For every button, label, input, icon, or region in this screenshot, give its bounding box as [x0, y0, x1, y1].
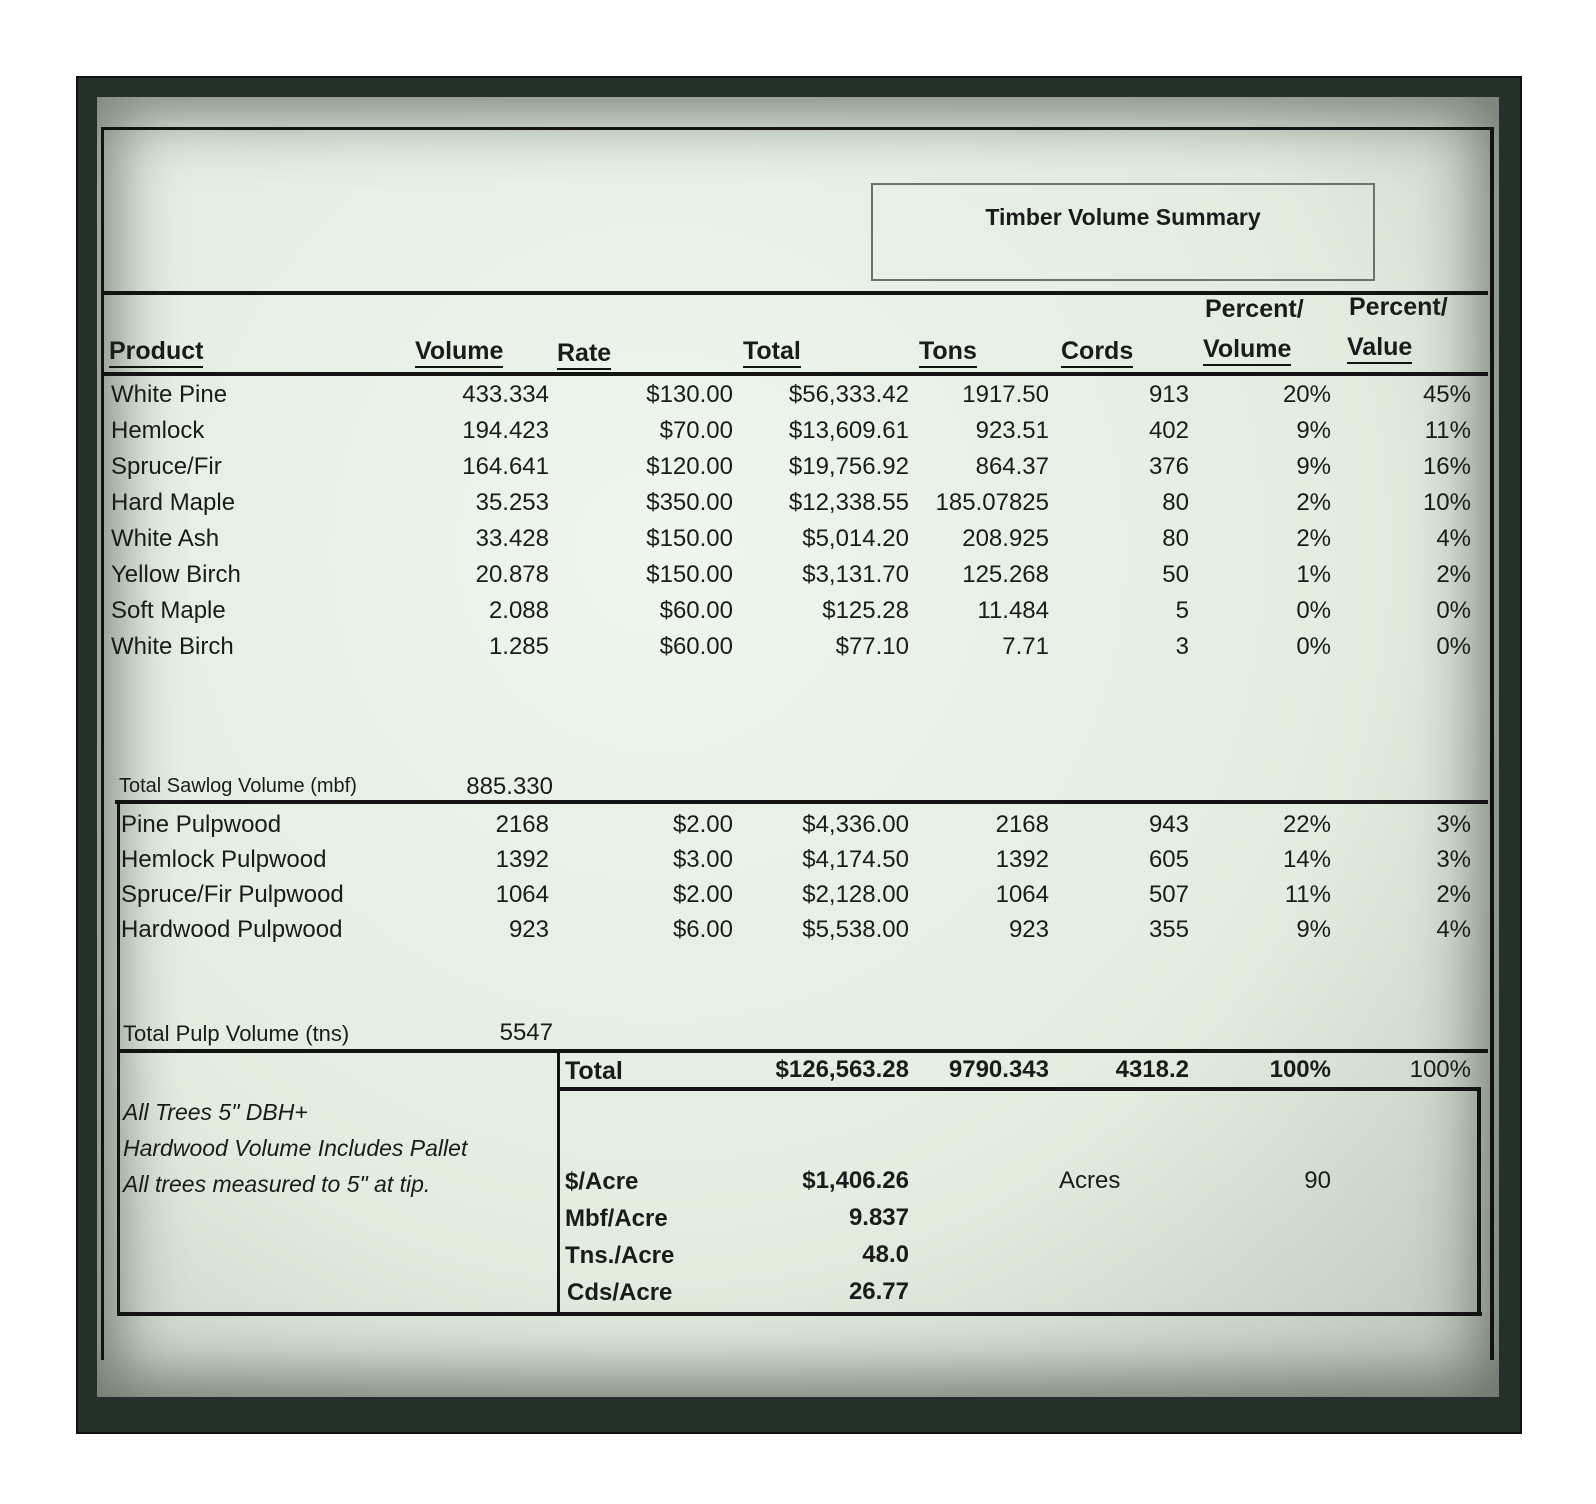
col-header-cords: Cords [1061, 337, 1133, 368]
photo-frame [76, 76, 1522, 1434]
cell-volume: 35.253 [475, 489, 549, 516]
cell-pct-volume: 9% [1296, 916, 1331, 943]
pulp-total-label: Total Pulp Volume (tns) [123, 1021, 350, 1046]
cell-cords: 80 [1162, 525, 1189, 552]
sawlog-total-value: 885.330 [466, 773, 553, 800]
cell-total: $13,609.61 [788, 417, 909, 444]
cell-cords: 355 [1148, 916, 1189, 943]
cell-rate: $350.00 [646, 489, 733, 516]
cell-total: $56,333.42 [788, 381, 909, 408]
cell-rate: $60.00 [659, 597, 733, 624]
cell-volume: 2.088 [488, 597, 549, 624]
cell-tons: 1064 [995, 881, 1049, 908]
pulp-total-value: 5547 [499, 1019, 553, 1046]
cell-rate: $6.00 [672, 916, 733, 943]
cell-pct-volume: 11% [1284, 881, 1331, 908]
cell-volume: 20.878 [475, 561, 549, 588]
cell-volume: 33.428 [475, 525, 549, 552]
cell-pct-value: 45% [1422, 381, 1471, 408]
cell-total: $19,756.92 [788, 453, 909, 480]
cell-product: White Ash [111, 525, 220, 552]
cell-rate: $2.00 [672, 881, 733, 908]
per-acre-value: 48.0 [862, 1241, 909, 1268]
cell-tons: 2168 [995, 811, 1049, 838]
lower-left-rule [117, 800, 120, 1314]
acres-label: Acres [1059, 1167, 1121, 1194]
cell-pct-volume: 9% [1296, 453, 1331, 480]
pulp-section-rule [117, 1049, 1488, 1053]
total-row-rule [559, 1087, 1480, 1091]
cell-product: Yellow Birch [111, 561, 241, 588]
printed-sheet [97, 97, 1499, 1397]
cell-cords: 376 [1148, 453, 1189, 480]
notes-divider [557, 1049, 560, 1314]
cell-product: Soft Maple [111, 597, 226, 624]
cell-total: $2,128.00 [802, 881, 909, 908]
col-header-tons: Tons [919, 337, 977, 368]
cell-pct-value: 3% [1436, 846, 1471, 873]
cell-product: White Birch [111, 633, 234, 660]
cell-cords: 605 [1148, 846, 1189, 873]
cell-pct-value: 16% [1422, 453, 1471, 480]
lower-right-rule [1477, 1087, 1481, 1314]
cell-tons: 7.71 [1002, 633, 1049, 660]
cell-product: Hemlock [111, 417, 205, 444]
cell-pct-value: 3% [1436, 811, 1471, 838]
cell-cords: 943 [1148, 811, 1189, 838]
cell-product: Hard Maple [111, 489, 236, 516]
cell-tons: 1392 [995, 846, 1049, 873]
cell-volume: 433.334 [462, 381, 549, 408]
cell-pct-value: 4% [1436, 916, 1471, 943]
grand-total-cords: 4318.2 [1115, 1056, 1189, 1083]
cell-pct-value: 11% [1424, 417, 1471, 444]
cell-cords: 50 [1162, 561, 1189, 588]
note-line: Hardwood Volume Includes Pallet [123, 1135, 468, 1161]
col-header-pct-value-line1: Percent/ [1349, 293, 1448, 321]
grand-total-tons: 9790.343 [948, 1056, 1049, 1083]
per-acre-value: 9.837 [848, 1204, 909, 1231]
cell-cords: 80 [1162, 489, 1189, 516]
cell-rate: $150.00 [646, 561, 733, 588]
cell-volume: 164.641 [462, 453, 549, 480]
cell-pct-volume: 0% [1296, 597, 1331, 624]
cell-volume: 1392 [495, 846, 549, 873]
cell-rate: $120.00 [646, 453, 733, 480]
acres-value: 90 [1304, 1167, 1331, 1194]
sawlog-section-rule [115, 800, 1488, 804]
cell-total: $12,338.55 [788, 489, 909, 516]
cell-product: Spruce/Fir Pulpwood [121, 881, 344, 908]
cell-cords: 507 [1148, 881, 1189, 908]
per-acre-label: Tns./Acre [565, 1242, 675, 1269]
cell-pct-volume: 22% [1282, 811, 1331, 838]
cell-pct-volume: 20% [1282, 381, 1331, 408]
per-acre-value: 26.77 [848, 1278, 909, 1305]
col-header-pct-value-line2: Value [1347, 333, 1412, 364]
cell-rate: $3.00 [672, 846, 733, 873]
cell-pct-volume: 1% [1296, 561, 1331, 588]
cell-pct-volume: 0% [1296, 633, 1331, 660]
cell-rate: $130.00 [646, 381, 733, 408]
cell-total: $125.28 [822, 597, 909, 624]
cell-tons: 1917.50 [962, 381, 1049, 408]
col-header-rate: Rate [557, 339, 611, 370]
cell-total: $5,538.00 [802, 916, 909, 943]
cell-pct-volume: 2% [1296, 525, 1331, 552]
cell-product: Pine Pulpwood [121, 811, 282, 838]
cell-volume: 923 [508, 916, 549, 943]
cell-pct-volume: 2% [1296, 489, 1331, 516]
note-line: All Trees 5" DBH+ [123, 1099, 308, 1125]
cell-rate: $150.00 [646, 525, 733, 552]
cell-total: $4,174.50 [802, 846, 909, 873]
cell-cords: 402 [1148, 417, 1189, 444]
cell-tons: 864.37 [975, 453, 1049, 480]
cell-tons: 923.51 [975, 417, 1049, 444]
per-acre-label: $/Acre [565, 1168, 639, 1195]
cell-pct-value: 2% [1436, 881, 1471, 908]
cell-pct-value: 4% [1436, 525, 1471, 552]
cell-tons: 125.268 [962, 561, 1049, 588]
cell-total: $3,131.70 [802, 561, 909, 588]
grand-total-pct-value: 100% [1409, 1056, 1471, 1083]
page-title: Timber Volume Summary [985, 203, 1261, 230]
cell-pct-value: 2% [1436, 561, 1471, 588]
cell-rate: $2.00 [672, 811, 733, 838]
col-header-pct-volume-line1: Percent/ [1205, 295, 1304, 323]
cell-cords: 3 [1175, 633, 1189, 660]
cell-cords: 5 [1175, 597, 1189, 624]
header-bottom-rule [104, 372, 1488, 376]
grand-total-pct-volume: 100% [1269, 1056, 1331, 1083]
cell-tons: 185.07825 [935, 489, 1049, 516]
col-header-total: Total [743, 337, 801, 368]
cell-product: Hardwood Pulpwood [121, 916, 343, 943]
cell-total: $4,336.00 [802, 811, 909, 838]
table-bottom-rule [117, 1312, 1482, 1316]
cell-tons: 11.484 [977, 597, 1049, 624]
per-acre-value: $1,406.26 [802, 1167, 909, 1194]
title-box [871, 183, 1375, 281]
col-header-pct-volume-line2: Volume [1203, 335, 1291, 366]
cell-pct-volume: 14% [1282, 846, 1331, 873]
sawlog-total-label: Total Sawlog Volume (mbf) [119, 775, 357, 797]
col-header-product: Product [109, 337, 203, 368]
cell-total: $77.10 [835, 633, 909, 660]
grand-total-label: Total [565, 1057, 623, 1085]
cell-cords: 913 [1148, 381, 1189, 408]
per-acre-label: Cds/Acre [567, 1279, 673, 1306]
cell-product: Hemlock Pulpwood [121, 846, 327, 873]
grand-total-value: $126,563.28 [775, 1056, 909, 1083]
cell-pct-value: 10% [1422, 489, 1471, 516]
cell-product: Spruce/Fir [111, 453, 222, 480]
col-header-volume: Volume [415, 337, 503, 368]
cell-volume: 1064 [495, 881, 549, 908]
cell-product: White Pine [111, 381, 228, 408]
cell-pct-value: 0% [1436, 633, 1471, 660]
note-line: All trees measured to 5" at tip. [123, 1171, 431, 1197]
cell-total: $5,014.20 [802, 525, 909, 552]
per-acre-label: Mbf/Acre [565, 1205, 668, 1232]
cell-pct-value: 0% [1436, 597, 1471, 624]
cell-tons: 923 [1008, 916, 1049, 943]
cell-rate: $60.00 [659, 633, 733, 660]
cell-tons: 208.925 [962, 525, 1049, 552]
cell-pct-volume: 9% [1296, 417, 1331, 444]
cell-volume: 194.423 [462, 417, 549, 444]
cell-volume: 2168 [495, 811, 549, 838]
cell-rate: $70.00 [659, 417, 733, 444]
cell-volume: 1.285 [488, 633, 549, 660]
